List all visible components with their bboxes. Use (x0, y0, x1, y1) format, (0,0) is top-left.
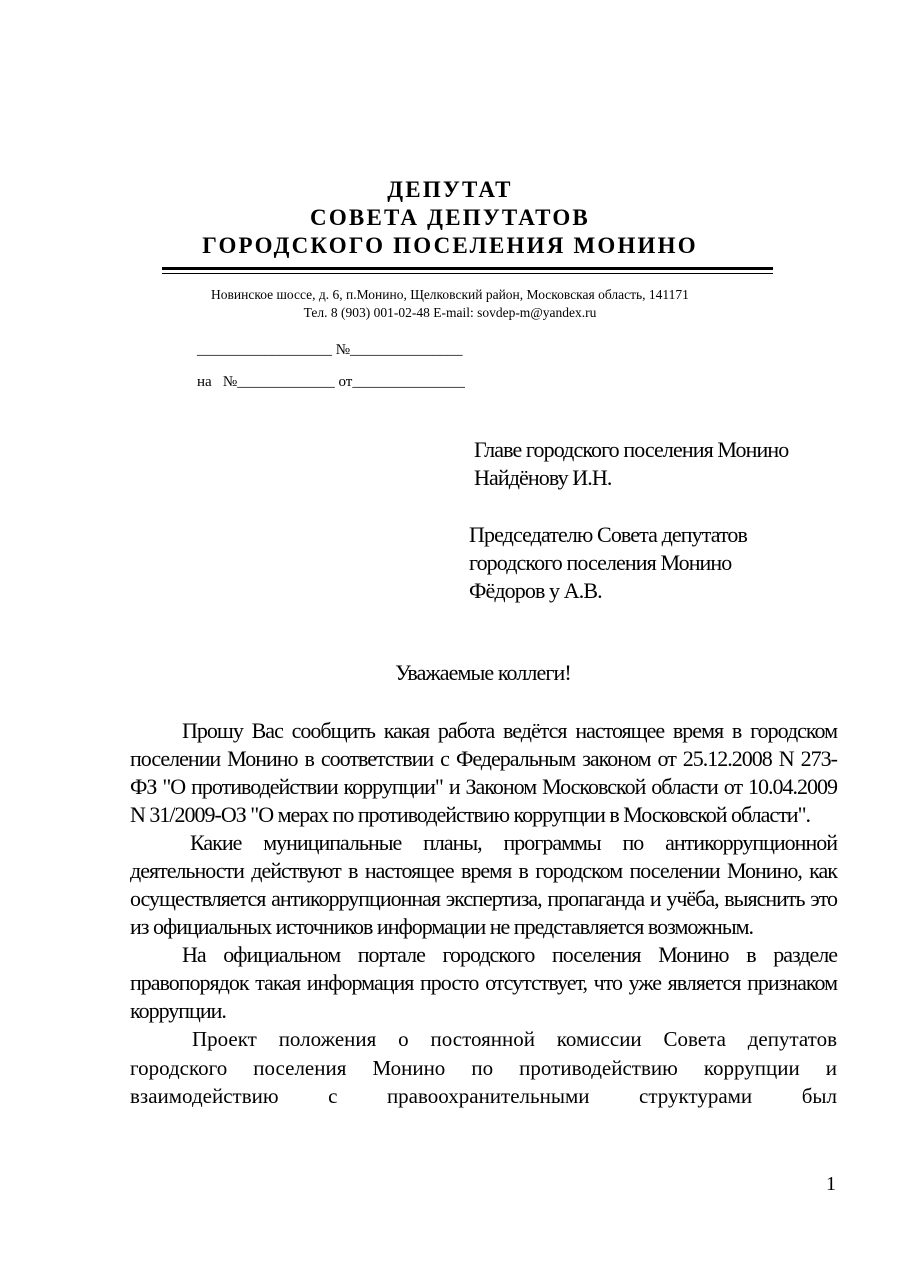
recipient-2-line-1: Председателю Совета депутатов (469, 522, 748, 547)
letterhead-title-line-2: СОВЕТА ДЕПУТАТОВ (310, 205, 590, 230)
letterhead-rule-thick (162, 267, 773, 270)
recipient-1-line-1: Главе городского поселения Монино (474, 437, 789, 462)
letterhead-address: Новинское шоссе, д. 6, п.Монино, Щелковский район, Московская область, 141171 (211, 287, 689, 302)
body-paragraph: Проект положения о постоянной комиссии Совета депутатов городского поселения Монино по противодействию коррупции и взаимодействию с правоохранительными структурами был (130, 1027, 837, 1108)
greeting: Уважаемые коллеги! (395, 660, 571, 685)
body-paragraph: Какие муниципальные планы, программы по антикоррупционной деятельности действуют в настоящее время в городском поселении Монино, как осуществляется антикоррупционная экспертиза, пропаганда и учёба, выяснить это из официальных источников информации не представляется возможным. (130, 830, 837, 939)
recipient-2-line-2: городского поселения Монино (469, 550, 732, 575)
letterhead-title-line-3: ГОРОДСКОГО ПОСЕЛЕНИЯ МОНИНО (202, 233, 698, 258)
recipient-1-line-2: Найдёнову И.Н. (474, 465, 612, 490)
page-number: 1 (826, 1173, 836, 1195)
letterhead-phone-email: Тел. 8 (903) 001-02-48 E-mail: sovdep-m@yandex.ru (303, 305, 597, 320)
letter-body (130, 717, 837, 1111)
letterhead-rule-thin (162, 273, 773, 274)
recipient-2-line-3: Фёдоров у А.В. (469, 578, 602, 603)
outgoing-number-blank: __________________ №_______________ (197, 342, 463, 358)
body-paragraph: Прошу Вас сообщить какая работа ведётся настоящее время в городском поселении Монино в соответствии с Федеральным законом от 25.12.2008 N 273-ФЗ "О противодействии коррупции" и Законом Московской области от 10.04.2009 N 31/2009-ОЗ "О мерах по противодействию коррупции в Московской области". (130, 718, 837, 827)
body-paragraph: На официальном портале городского поселения Монино в разделе правопорядок такая информация просто отсутствует, что уже является признаком коррупции. (130, 942, 837, 1023)
letterhead-title-line-1: ДЕПУТАТ (387, 177, 513, 202)
reply-number-blank: на №_____________ от_______________ (197, 374, 465, 390)
